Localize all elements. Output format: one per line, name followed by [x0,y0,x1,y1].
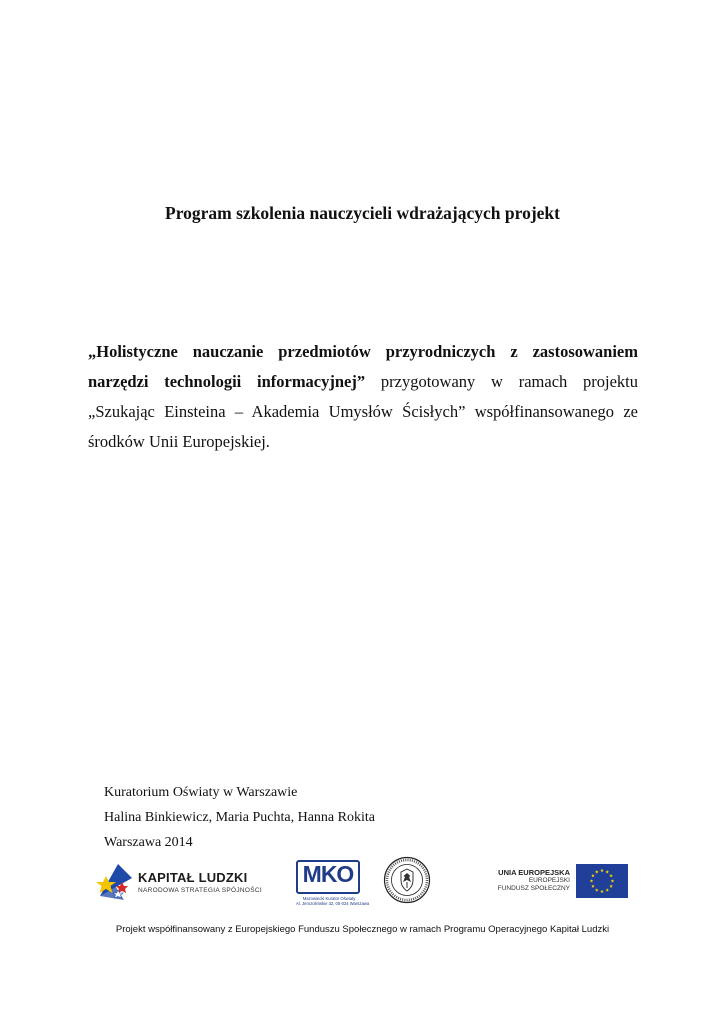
document-title: Program szkolenia nauczycieli wdrażających projekt [165,203,560,223]
intro-normal-text: przygotowany w ramach projektu „Szukając Einsteina – Akademia Umysłów Ścisłych” współfinansowanego ze środków Unii Europejskiej. [88,372,639,451]
mko-subtitle-line1: Mazowiecki Kurator Oświaty [302,896,356,901]
place-year-line: Warszawa 2014 [104,835,193,850]
mko-logo [296,860,370,906]
eu-line1: UNIA EUROPEJSKA [498,868,570,877]
intro-bold-title: „Holistyczne nauczanie przedmiotów przyrodniczych z zastosowaniem narzędzi technologii informacyjnej” [88,342,638,391]
institution-line: Kuratorium Oświaty w Warszawie [104,785,298,800]
eu-text [498,868,570,893]
mko-letters: MKO [302,861,354,887]
eu-line2: EUROPEJSKI [528,877,570,884]
school-seal-icon [383,856,431,904]
eu-flag-icon [576,864,628,898]
kapital-ludzki-star-icon [96,860,136,904]
eu-logo [497,864,628,900]
kapital-ludzki-logo [96,860,262,904]
kapital-ludzki-name: KAPITAŁ LUDZKI [138,870,248,885]
funding-footer: Projekt współfinansowany z Europejskiego Funduszu Społecznego w ramach Programu Operacyjnego Kapitał Ludzki [115,924,610,935]
kapital-ludzki-subtitle: NARODOWA STRATEGIA SPÓJNOŚCI [138,887,262,894]
mko-subtitle-line2: Al. Jerozolimskie 32, 00-024 Warszawa [296,901,370,906]
authors-line: Halina Binkiewicz, Maria Puchta, Hanna Rokita [104,810,375,825]
intro-paragraph [88,337,638,457]
meta-block [104,780,375,855]
mko-subtitle [296,896,370,906]
eu-line3: FUNDUSZ SPOŁECZNY [497,885,570,892]
logo-strip [0,856,725,908]
